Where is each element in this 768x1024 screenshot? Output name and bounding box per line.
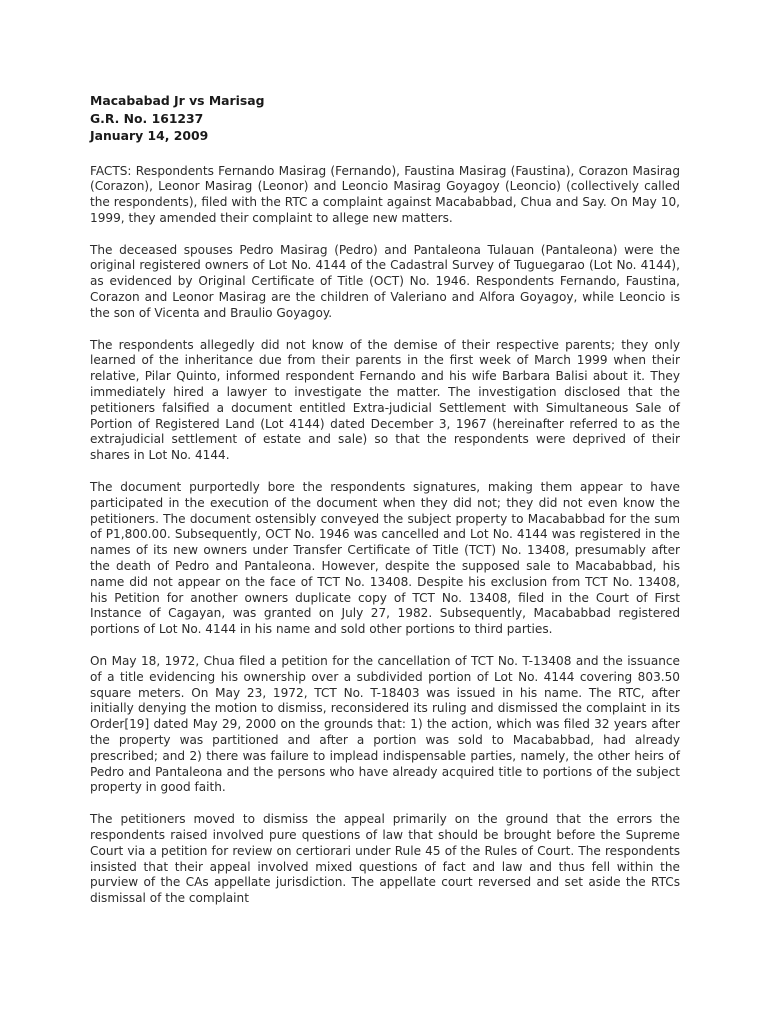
case-date: January 14, 2009 bbox=[90, 128, 209, 143]
document-page bbox=[90, 92, 680, 923]
paragraph-document-signatures: The document purportedly bore the respondents signatures, making them appear to have participated in the execution of the document when they did not; they did not even know the petitioners. The document ostensibly conveyed the subject property to Macababbad for the sum of P1,800.00. Subsequently, OCT No. 1946 was cancelled and Lot No. 4144 was registered in the names of its new owners under Transfer Certificate of Title (TCT) No. 13408, presumably after the death of Pedro and Pantaleona. However, despite the supposed sale to Macababbad, his name did not appear on the face of TCT No. 13408. Despite his exclusion from TCT No. 13408, his Petition for another owners duplicate copy of TCT No. 13408, filed in the Court of First Instance of Cagayan, was granted on July 27, 1982. Subsequently, Macababbad registered portions of Lot No. 4144 in his name and sold other portions to third parties. bbox=[90, 480, 680, 637]
paragraph-facts: FACTS: Respondents Fernando Masirag (Fernando), Faustina Masirag (Faustina), Corazon Masirag (Corazon), Leonor Masirag (Leonor) and Leoncio Masirag Goyagoy (Leoncio) (collectively called the respondents), filed with the RTC a complaint against Macababbad, Chua and Say. On May 10, 1999, they amended their complaint to allege new matters. bbox=[90, 163, 680, 225]
gr-number: G.R. No. 161237 bbox=[90, 110, 204, 126]
paragraph-original-owners: The deceased spouses Pedro Masirag (Pedro) and Pantaleona Tulauan (Pantaleona) were the original registered owners of Lot No. 4144 of the Cadastral Survey of Tuguegarao (Lot No. 4144), as evidenced by Original Certificate of Title (OCT) No. 1946. Respondents Fernando, Faustina, Corazon and Leonor Masirag are the children of Valeriano and Alfora Goyagoy, while Leoncio is the son of Vicenta and Braulio Goyagoy. bbox=[90, 242, 680, 320]
case-heading bbox=[90, 92, 680, 145]
case-title: Macababad Jr vs Marisag bbox=[90, 93, 265, 108]
paragraph-chua-petition: On May 18, 1972, Chua filed a petition for the cancellation of TCT No. T-13408 and the issuance of a title evidencing his ownership over a subdivided portion of Lot No. 4144 covering 803.50 square meters. On May 23, 1972, TCT No. T-18403 was issued in his name. The RTC, after initially denying the motion to dismiss, reconsidered its ruling and dismissed the complaint in its Order[19] dated May 29, 2000 on the grounds that: 1) the action, which was filed 32 years after the property was partitioned and after a portion was sold to Macababbad, had already prescribed; and 2) there was failure to implead indispensable parties, namely, the other heirs of Pedro and Pantaleona and the persons who have already acquired title to portions of the subject property in good faith. bbox=[90, 654, 680, 795]
paragraph-appeal: The petitioners moved to dismiss the appeal primarily on the ground that the errors the respondents raised involved pure questions of law that should be brought before the Supreme Court via a petition for review on certiorari under Rule 45 of the Rules of Court. The respondents insisted that their appeal involved mixed questions of fact and law and thus fell within the purview of the CAs appellate jurisdiction. The appellate court reversed and set aside the RTCs dismissal of the complaint bbox=[90, 812, 680, 906]
paragraph-inheritance: The respondents allegedly did not know of the demise of their respective parents; they only learned of the inheritance due from their parents in the first week of March 1999 when their relative, Pilar Quinto, informed respondent Fernando and his wife Barbara Balisi about it. They immediately hired a lawyer to investigate the matter. The investigation disclosed that the petitioners falsified a document entitled Extra-judicial Settlement with Simultaneous Sale of Portion of Registered Land (Lot 4144) dated December 3, 1967 (hereinafter referred to as the extrajudicial settlement of estate and sale) so that the respondents were deprived of their shares in Lot No. 4144. bbox=[90, 337, 680, 463]
